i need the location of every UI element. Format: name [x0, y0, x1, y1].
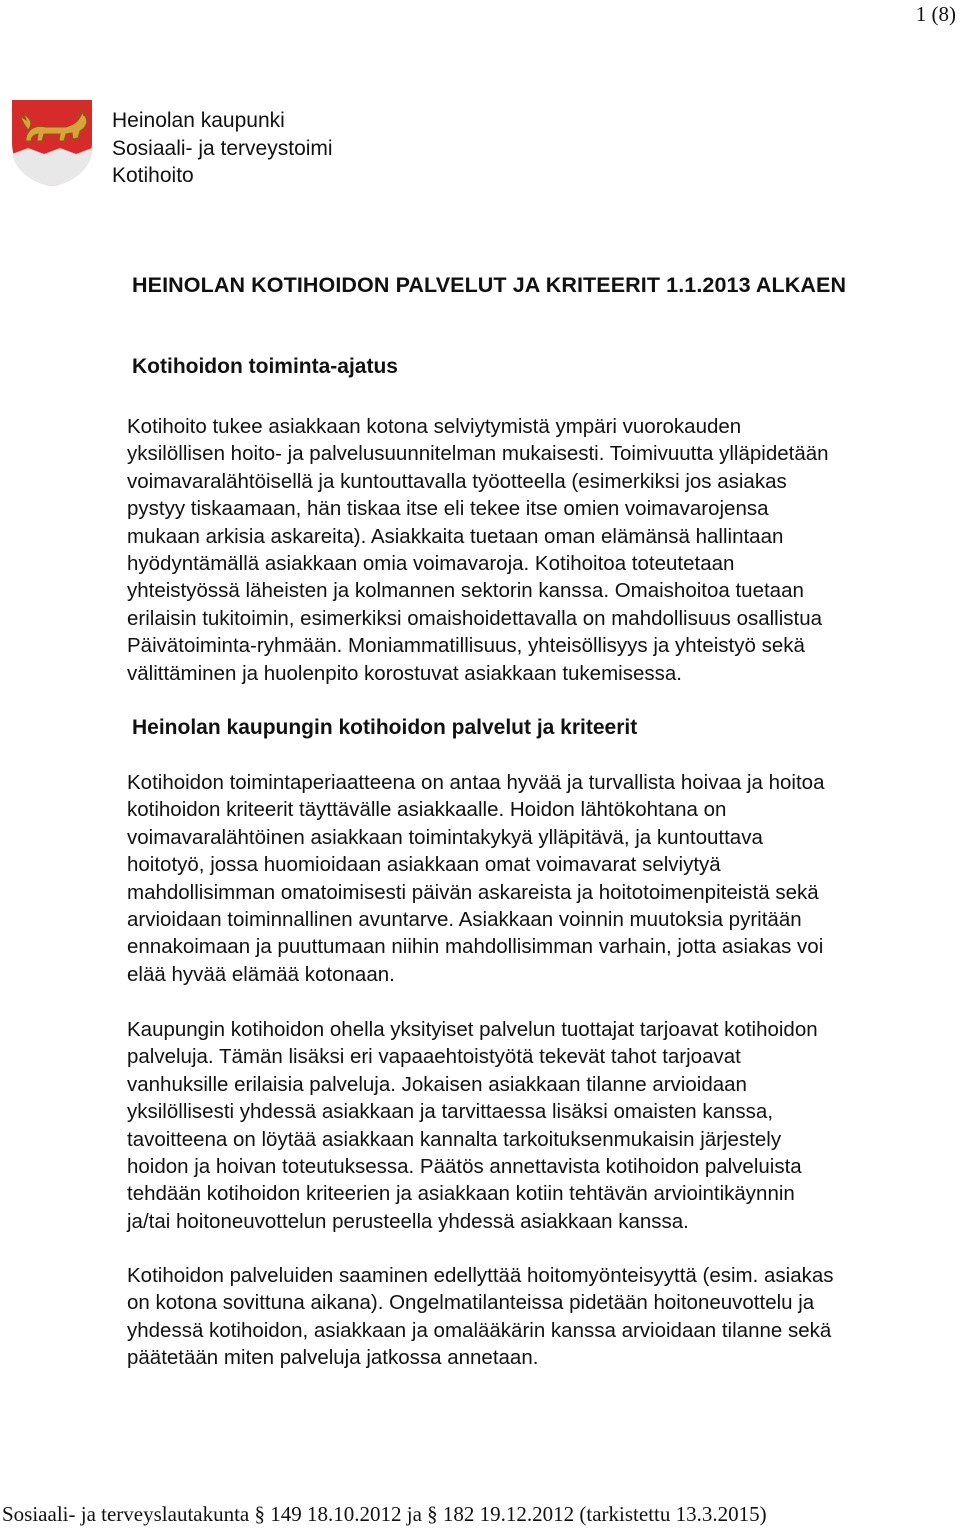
organization-block	[112, 107, 333, 190]
text-line: yksilöllisen hoito- ja palvelusuunnitelman mukaisesti. Toimivuutta ylläpidetään	[127, 442, 829, 466]
text-line: kotihoidon kriteerit täyttävälle asiakkaalle. Hoidon lähtökohtana on	[127, 798, 727, 822]
paragraph	[127, 413, 955, 687]
text-line: tehdään kotihoidon kriteerien ja asiakkaan kotiin tehtävän arviointikäynnin	[127, 1182, 795, 1206]
text-line: yhdessä kotihoidon, asiakkaan ja omalääkärin kanssa arvioidaan tilanne sekä	[127, 1318, 832, 1342]
page-footer: Sosiaali- ja terveyslautakunta § 149 18.10.2012 ja § 182 19.12.2012 (tarkistettu 13.3.2015)	[2, 1502, 767, 1526]
text-line: erilaisin tukitoimin, esimerkiksi omaishoidettavalla on mahdollisuus osallistua	[127, 606, 823, 630]
text-line: välittäminen ja huolenpito korostuvat asiakkaan tukemisessa.	[127, 661, 682, 685]
text-line: yksilöllisesti yhdessä asiakkaan ja tarvittaessa lisäksi omaisten kanssa,	[127, 1100, 774, 1124]
paragraph	[127, 769, 955, 988]
text-line: ja/tai hoitoneuvottelun perusteella yhdessä asiakkaan kanssa.	[127, 1209, 689, 1233]
text-line: voimavaralähtöinen asiakkaan toimintakykyä ylläpitävä, ja kuntouttava	[127, 825, 763, 849]
text-line: yhteistyössä läheisten ja kolmannen sektorin kanssa. Omaishoitoa tuetaan	[127, 579, 804, 603]
text-line: elää hyvää elämää kotonaan.	[127, 962, 395, 986]
page-number: 1 (8)	[915, 2, 956, 26]
paragraph	[127, 1262, 955, 1372]
text-line: on kotona sovittuna aikana). Ongelmatilanteissa pidetään hoitoneuvottelu ja	[127, 1291, 815, 1315]
text-line: hoitotyö, jossa huomioidaan asiakkaan omat voimavarat selviytyä	[127, 853, 721, 877]
text-line: hoidon ja hoivan toteutuksessa. Päätös annettavista kotihoidon palveluista	[127, 1155, 802, 1179]
text-line: Kotihoidon palveluiden saaminen edellyttää hoitomyönteisyyttä (esim. asiakas	[127, 1264, 834, 1287]
org-unit: Kotihoito	[112, 164, 194, 187]
text-line: mahdollisimman omatoimisesti päivän askareista ja hoitotoimenpiteistä sekä	[127, 880, 819, 904]
text-line: voimavaralähtöisellä ja kuntouttavalla työotteella (esimerkiksi jos asiakas	[127, 469, 787, 493]
text-line: päätetään miten palveluja jatkossa annetaan.	[127, 1346, 539, 1370]
text-line: mukaan arkisia askareita). Asiakkaita tuetaan oman elämänsä hallintaan	[127, 524, 784, 548]
text-line: Kotihoidon toimintaperiaatteena on antaa hyvää ja turvallista hoivaa ja hoitoa	[127, 771, 825, 794]
paragraph	[127, 1016, 955, 1235]
org-name: Heinolan kaupunki	[112, 109, 285, 132]
text-line: ennakoimaan ja puuttumaan niihin mahdollisimman varhain, jotta asiakas voi	[127, 935, 824, 959]
text-line: Kotihoito tukee asiakkaan kotona selviytymistä ympäri vuorokauden	[127, 415, 742, 438]
section-heading: Kotihoidon toiminta-ajatus	[132, 355, 398, 378]
text-line: hyödyntämällä asiakkaan omia voimavaroja. Kotihoitoa toteutetaan	[127, 552, 735, 576]
text-line: arvioidaan toiminnallinen avuntarve. Asiakkaan voinnin muutoksia pyritään	[127, 908, 802, 932]
text-line: tavoitteena on löytää asiakkaan kannalta tarkoituksenmukaisin järjestely	[127, 1127, 782, 1151]
section-heading: Heinolan kaupungin kotihoidon palvelut ja kriteerit	[132, 716, 638, 739]
org-department: Sosiaali- ja terveystoimi	[112, 136, 333, 160]
text-line: vanhuksille erilaisia palveluja. Jokaisen asiakkaan tilanne arvioidaan	[127, 1072, 747, 1096]
text-line: palveluja. Tämän lisäksi eri vapaaehtoistyötä tekevät tahot tarjoavat	[127, 1045, 741, 1069]
document-title: HEINOLAN KOTIHOIDON PALVELUT JA KRITEERIT 1.1.2013 ALKAEN	[132, 273, 847, 297]
text-line: Päivätoiminta-ryhmään. Moniammatillisuus, yhteisöllisyys ja yhteistyö sekä	[127, 634, 805, 658]
text-line: pystyy tiskaamaan, hän tiskaa itse eli tekee itse omien voimavarojensa	[127, 497, 769, 521]
heinola-coat-of-arms-icon	[10, 98, 94, 188]
text-line: Kaupungin kotihoidon ohella yksityiset palvelun tuottajat tarjoavat kotihoidon	[127, 1018, 818, 1041]
